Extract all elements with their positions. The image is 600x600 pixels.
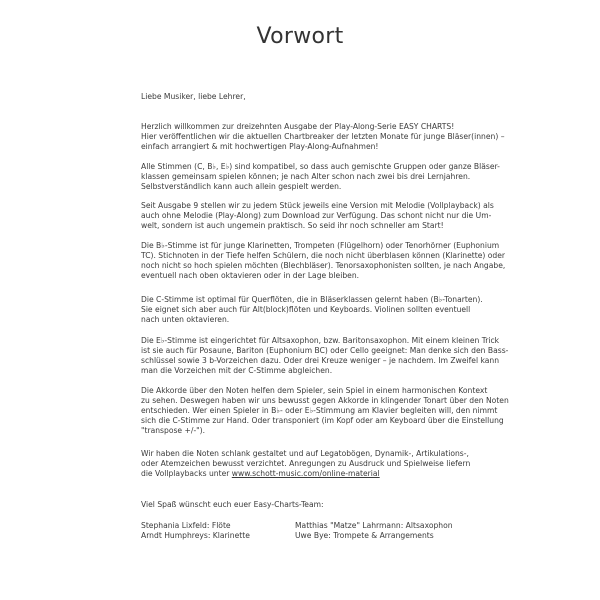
- text-line: Sie eignet sich aber auch für Alt(block)flöten und Keyboards. Violinen sollten eventuell: [141, 305, 471, 314]
- paragraph-welcome: [141, 122, 505, 152]
- text-line: einfach arrangiert & mit hochwertigen Play-Along-Aufnahmen!: [141, 142, 379, 151]
- text-line: nach unten oktavieren.: [141, 315, 230, 324]
- text-line: Herzlich willkommen zur dreizehnten Ausgabe der Play-Along-Serie EASY CHARTS!: [141, 122, 455, 131]
- text-line: oder Atemzeichen bewusst verzichtet. Anregungen zu Ausdruck und Spielweise liefern: [141, 459, 471, 468]
- text-line: klassen gemeinsam spielen können; je nach Alter schon nach zwei bis drei Lernjahren.: [141, 172, 471, 181]
- paragraph-bb-voice: [141, 241, 506, 281]
- text-line: Selbstverständlich kann auch allein gespielt werden.: [141, 182, 342, 191]
- text-line: Die C-Stimme ist optimal für Querflöten, die in Bläserklassen gelernt haben (B♭-Tonarten).: [141, 295, 483, 304]
- text-line: Seit Ausgabe 9 stellen wir zu jedem Stück jeweils eine Version mit Melodie (Vollplayback) als: [141, 201, 494, 210]
- paragraph-download: [141, 201, 494, 231]
- text-line: "transpose +/-").: [141, 426, 206, 435]
- paragraph-c-voice: [141, 295, 481, 325]
- text-line: sich die C-Stimme zur Hand. Oder transponiert (im Kopf oder am Keyboard über die Einstellung: [141, 416, 504, 425]
- text-line: Die B♭-Stimme ist für junge Klarinetten, Trompeten (Flügelhorn) oder Tenorhörner (Euphonium: [141, 241, 500, 250]
- paragraph-eb-voice: [141, 336, 509, 376]
- paragraph-voices: [141, 162, 500, 192]
- text-line: Wir haben die Noten schlank gestaltet und auf Legatobögen, Dynamik-, Artikulations-,: [141, 449, 469, 458]
- team-member: Arndt Humphreys: Klarinette: [141, 531, 250, 540]
- text-line: Alle Stimmen (C, B♭, E♭) sind kompatibel, so dass auch gemischte Gruppen oder ganze Bläser-: [141, 162, 500, 171]
- text-line: schlüssel sowie 3 b-Vorzeichen dazu. Oder drei Kreuze weniger – je nachdem. Im Zweifel kann: [141, 356, 500, 365]
- text-line: entschieden. Wer einen Spieler in B♭- oder E♭-Stimmung am Klavier begleiten will, den nimmt: [141, 406, 498, 415]
- closing: [141, 500, 481, 510]
- text-line: Hier veröffentlichen wir die aktuellen Chartbreaker der letzten Monate für junge Bläser(innen) –: [141, 132, 505, 141]
- text-line: TC). Stichnoten in der Tiefe helfen Schülern, die noch nicht überblasen können (Klarinette) oder: [141, 251, 506, 260]
- team-member: Matthias "Matze" Lahrmann: Altsaxophon: [295, 521, 453, 530]
- closing-line: Viel Spaß wünscht euch euer Easy-Charts-Team:: [141, 500, 324, 509]
- text-line: Die E♭-Stimme ist eingerichtet für Altsaxophon, bzw. Baritonsaxophon. Mit einem kleinen Trick: [141, 336, 500, 345]
- team-member: Uwe Bye: Trompete & Arrangements: [295, 531, 434, 540]
- paragraph-chords: [141, 386, 509, 436]
- text-line: man die Vorzeichen mit der C-Stimme abgleichen.: [141, 366, 333, 375]
- text-line: auch ohne Melodie (Play-Along) zum Download zur Verfügung. Das schont nicht nur die Um-: [141, 211, 492, 220]
- text-line: welt, sondern ist auch ungemein praktisch. So seid ihr noch schneller am Start!: [141, 221, 444, 230]
- online-material-link[interactable]: www.schott-music.com/online-material: [231, 469, 380, 478]
- download-line: [141, 469, 481, 479]
- paragraph-notation: [141, 449, 481, 479]
- text-line: noch nicht so hoch spielen möchten (Blechbläser). Tenorsaxophonisten sollten, je nach Angabe,: [141, 261, 506, 270]
- download-prefix: die Vollplaybacks unter: [141, 469, 232, 478]
- page-title: Vorwort: [256, 24, 344, 49]
- text-line: ist sie auch für Posaune, Bariton (Euphonium BC) oder Cello geeignet: Man denke sich den Bass-: [141, 346, 509, 355]
- salutation: [141, 92, 481, 102]
- text-line: Die Akkorde über den Noten helfen dem Spieler, sein Spiel in einem harmonischen Kontext: [141, 386, 488, 395]
- salutation-line: Liebe Musiker, liebe Lehrer,: [141, 92, 246, 101]
- text-line: zu sehen. Deswegen haben wir uns bewusst gegen Akkorde in klingender Tonart über den Noten: [141, 396, 509, 405]
- team-member: Stephania Lixfeld: Flöte: [141, 521, 231, 530]
- text-line: eventuell nach oben oktavieren oder in der Lage bleiben.: [141, 271, 360, 280]
